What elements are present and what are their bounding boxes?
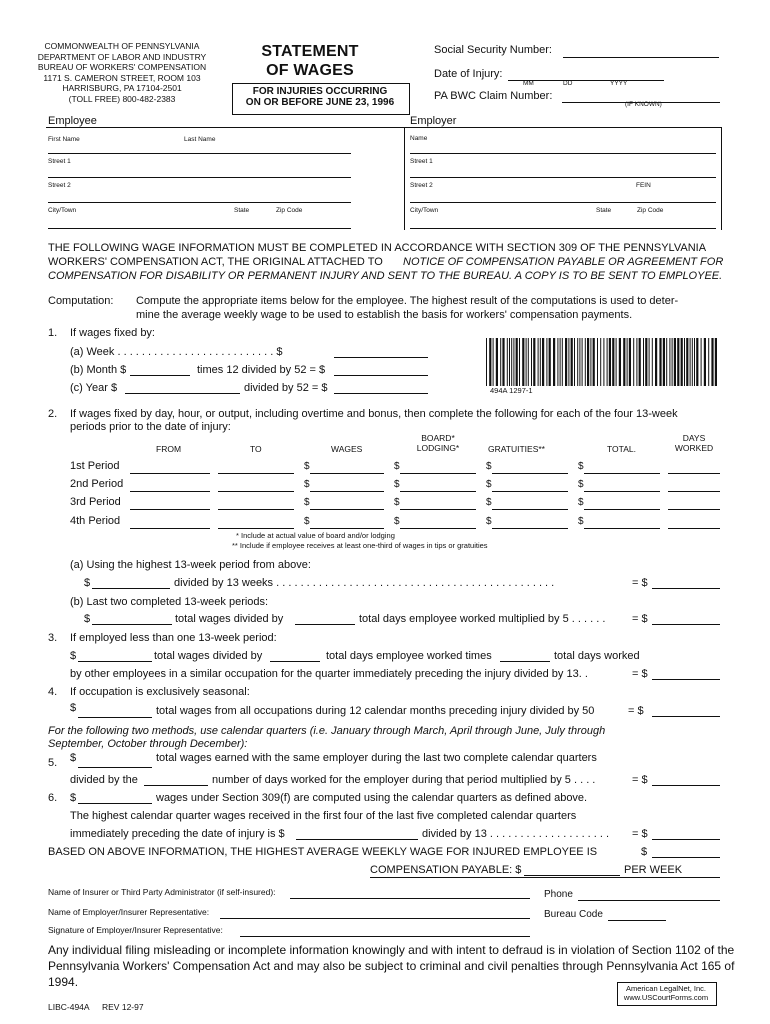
s2-number: 2.: [48, 408, 58, 420]
barcode-bar: [516, 338, 518, 386]
dollar-sign: $: [304, 497, 310, 508]
agency-line: DEPARTMENT OF LABOR AND INDUSTRY: [37, 51, 207, 62]
period-4-from-field[interactable]: [130, 516, 210, 529]
period-2-gratuities-field[interactable]: [492, 479, 568, 492]
period-3-days-worked-field[interactable]: [668, 497, 720, 510]
employer-street2-field[interactable]: [410, 190, 716, 203]
s3-eq: = $: [632, 668, 648, 680]
s5-wages-field[interactable]: [78, 755, 152, 768]
agency-line: (TOLL FREE) 800-482-2383: [68, 93, 176, 104]
period-label: 4th Period: [70, 515, 121, 527]
s1-title: If wages fixed by:: [70, 327, 155, 339]
period-1-days-worked-field[interactable]: [668, 461, 720, 474]
col-gratuities: GRATUITIES**: [488, 444, 545, 454]
col-to: TO: [250, 444, 262, 454]
notice-line-2b: NOTICE OF COMPENSATION PAYABLE OR AGREEMENT FOR: [403, 256, 724, 268]
period-2-to-field[interactable]: [218, 479, 294, 492]
s1a-label: (a) Week . . . . . . . . . . . . . . . . . . . . . . . . . . $: [70, 346, 283, 358]
summary-rule: [370, 877, 720, 878]
barcode-bar: [489, 338, 491, 386]
period-2-total-field[interactable]: [584, 479, 660, 492]
barcode-bar: [538, 338, 539, 386]
s6-number: 6.: [48, 792, 58, 804]
publisher-name: American LegalNet, Inc.: [625, 984, 707, 993]
col-from: FROM: [156, 444, 182, 454]
barcode-bar: [549, 338, 551, 386]
s5-eq: = $: [632, 774, 648, 786]
s1a-week-field[interactable]: [334, 345, 428, 358]
employee-state-label: State: [234, 207, 250, 214]
s2b-eq: = $: [632, 613, 648, 625]
employee-heading: Employee: [48, 115, 97, 127]
barcode-bar: [694, 338, 695, 386]
barcode-bar: [511, 338, 512, 386]
period-3-from-field[interactable]: [130, 497, 210, 510]
barcode-bar: [659, 338, 661, 386]
dollar-sign: $: [394, 479, 400, 490]
comp-payable-label: COMPENSATION PAYABLE: $: [370, 864, 522, 876]
s3-line-2: by other employees in a similar occupation for the quarter immediately preceding the injury divided by 13. .: [70, 668, 588, 680]
bureau-code-field[interactable]: [608, 908, 666, 921]
barcode-bar: [623, 338, 625, 386]
agency-line: COMMONWEALTH OF PENNSYLVANIA: [44, 41, 200, 51]
s2a-wages-field[interactable]: [92, 576, 170, 589]
summary-eq: $: [641, 846, 648, 858]
dollar-sign: $: [578, 479, 584, 490]
barcode-bar: [696, 338, 698, 386]
fraud-line-3: 1994.: [48, 975, 79, 989]
period-2-wages-field[interactable]: [310, 479, 384, 492]
dollar-sign: $: [394, 497, 400, 508]
notice-line-1: THE FOLLOWING WAGE INFORMATION MUST BE COMPLETED IN ACCORDANCE WITH SECTION 309 OF THE PENNSYLVANIA: [48, 242, 707, 254]
period-1-total-field[interactable]: [584, 461, 660, 474]
period-label: 3rd Period: [70, 496, 121, 508]
computation-line-1: Compute the appropriate items below for the employee. The highest result of the computations is used to deter-: [136, 295, 679, 307]
dollar-sign: $: [304, 461, 310, 472]
barcode-bar: [692, 338, 693, 386]
barcode-bar: [711, 338, 713, 386]
ssn-field[interactable]: [563, 45, 719, 58]
s5-dollar: $: [70, 752, 77, 764]
s1c-year-field[interactable]: [125, 381, 240, 394]
barcode-bar: [600, 338, 601, 386]
page-title: [250, 42, 370, 80]
barcode-bar: [486, 338, 487, 386]
s2b-text-2: total days employee worked multiplied by 5 . . . . . .: [359, 613, 606, 625]
barcode-bar: [607, 338, 608, 386]
barcode-bar: [666, 338, 667, 386]
employer-name-label: Name: [410, 135, 428, 142]
s6-quarter-wages-field[interactable]: [296, 827, 418, 840]
col-worked: WORKED: [674, 443, 714, 453]
s2b-result-field[interactable]: [652, 612, 720, 625]
quarters-note-2: September, October through December):: [48, 738, 248, 750]
barcode-bar: [715, 338, 717, 386]
yyyy-label: YYYY: [610, 80, 628, 87]
barcode-bar: [633, 338, 634, 386]
s3-text-3: total days worked: [554, 650, 640, 662]
period-4-total-field[interactable]: [584, 516, 660, 529]
s6-wages-field[interactable]: [78, 791, 152, 804]
barcode-bar: [663, 338, 665, 386]
if-known-label: (IF KNOWN): [625, 101, 662, 108]
s1b-month-field[interactable]: [130, 363, 190, 376]
period-3-wages-field[interactable]: [310, 497, 384, 510]
barcode-bar: [681, 338, 683, 386]
summary-line-1: BASED ON ABOVE INFORMATION, THE HIGHEST AVERAGE WEEKLY WAGE FOR INJURED EMPLOYEE IS: [48, 846, 598, 858]
dollar-sign: $: [394, 461, 400, 472]
barcode-bar: [582, 338, 583, 386]
s3-dollar: $: [70, 650, 77, 662]
barcode-bar: [579, 338, 580, 386]
s2-line-1: If wages fixed by day, hour, or output, including overtime and bonus, then complete the following for each of the four 13-week: [70, 408, 678, 420]
employee-city-state-zip-field[interactable]: [48, 216, 351, 229]
column-divider: [404, 128, 405, 230]
signature-field[interactable]: [240, 924, 530, 937]
publisher-text: [617, 984, 715, 1002]
insurer-label: Name of Insurer or Third Party Administrator (if self-insured):: [48, 887, 276, 897]
barcode-bar: [686, 338, 688, 386]
s5-line2b: number of days worked for the employer during that period multiplied by 5 . . . .: [212, 774, 596, 786]
s5-divisor-field[interactable]: [144, 773, 208, 786]
s1b-mid: times 12 divided by 52 = $: [197, 364, 326, 376]
barcode-bar: [649, 338, 650, 386]
s2a-result-field[interactable]: [652, 576, 720, 589]
dollar-sign: $: [304, 516, 310, 527]
first-name-label: First Name: [48, 136, 80, 143]
s4-dollar: $: [70, 702, 77, 714]
col-total: TOTAL.: [607, 444, 636, 454]
bureau-code-label: Bureau Code: [544, 909, 603, 920]
period-label: 2nd Period: [70, 478, 124, 490]
barcode-bar: [519, 338, 520, 386]
barcode-text: 494A 1297-1: [490, 386, 533, 395]
period-1-wages-field[interactable]: [310, 461, 384, 474]
s6-dollar: $: [70, 792, 77, 804]
mm-label: MM: [523, 80, 534, 87]
dollar-sign: $: [486, 497, 492, 508]
s1c-result-field[interactable]: [334, 381, 428, 394]
s6-line3a: immediately preceding the date of injury is $: [70, 828, 285, 840]
barcode-bar: [557, 338, 558, 386]
barcode-bar: [704, 338, 706, 386]
section-rule: [46, 127, 722, 128]
dollar-sign: $: [486, 461, 492, 472]
barcode-bar: [652, 338, 653, 386]
s5-text: total wages earned with the same employer during the last two complete calendar quarters: [156, 752, 597, 764]
employee-street2-label: Street 2: [48, 182, 71, 189]
barcode-bar: [507, 338, 508, 386]
dollar-sign: $: [304, 479, 310, 490]
barcode-bar: [562, 338, 563, 386]
phone-label: Phone: [544, 889, 573, 900]
dollar-sign: $: [578, 461, 584, 472]
barcode-bar: [612, 338, 614, 386]
computation-label: Computation:: [48, 295, 114, 307]
period-2-board-lodging-field[interactable]: [400, 479, 476, 492]
barcode-bar: [639, 338, 641, 386]
injury-date-note: [232, 87, 408, 108]
form-revision: REV 12-97: [102, 1002, 144, 1012]
employee-zip-label: Zip Code: [276, 207, 303, 214]
barcode-bar: [655, 338, 657, 386]
period-4-gratuities-field[interactable]: [492, 516, 568, 529]
dollar-sign: $: [394, 516, 400, 527]
barcode-bar: [677, 338, 679, 386]
barcode-bar: [585, 338, 586, 386]
quarters-note-1: For the following two methods, use calendar quarters (i.e. January through March, April through June, July through: [48, 725, 606, 737]
s6-line-2: The highest calendar quarter wages received in the first four of the last five completed calendar quarters: [70, 810, 577, 822]
s5-result-field[interactable]: [652, 773, 720, 786]
barcode-bar: [587, 338, 589, 386]
publisher-url: www.USCourtForms.com: [623, 993, 709, 1002]
fraud-line-1: Any individual filing misleading or incomplete information knowingly and with intent to defraud is in violation of Section 1102 of the: [48, 943, 735, 957]
employer-name-field[interactable]: [410, 141, 716, 154]
period-1-board-lodging-field[interactable]: [400, 461, 476, 474]
fraud-line-2: Pennsylvania Workers' Compensation Act and may also be subject to criminal and civil penalties through Pennsylvania Act 165 of: [48, 959, 735, 973]
barcode-bar: [577, 338, 578, 386]
barcode-bar: [509, 338, 510, 386]
s1b-label: (b) Month $: [70, 364, 127, 376]
barcode-bar: [616, 338, 617, 386]
employee-city-label: City/Town: [48, 207, 77, 214]
employer-street2-label: Street 2: [410, 182, 433, 189]
col-days-worked: [666, 433, 722, 453]
s4-eq: = $: [628, 705, 644, 717]
s2a-eq: = $: [632, 577, 648, 589]
barcode-bar: [522, 338, 524, 386]
barcode-bar: [708, 338, 709, 386]
period-1-gratuities-field[interactable]: [492, 461, 568, 474]
period-2-from-field[interactable]: [130, 479, 210, 492]
s2b-wages-field[interactable]: [92, 612, 172, 625]
s5-number: 5.: [48, 757, 58, 769]
barcode-bar: [568, 338, 569, 386]
barcode-bar: [531, 338, 532, 386]
s6-result-field[interactable]: [652, 827, 720, 840]
s2b-dollar: $: [84, 613, 91, 625]
employee-street2-field[interactable]: [48, 190, 351, 203]
per-week-label: PER WEEK: [624, 864, 683, 876]
notice-line-3: COMPENSATION FOR DISABILITY OR PERMANENT INJURY AND SENT TO THE BUREAU. A COPY IS TO BE SENT TO EMPLOYEE.: [48, 270, 723, 282]
form-code: LIBC-494A: [48, 1002, 90, 1012]
agency-line: 1171 S. CAMERON STREET, ROOM 103: [43, 72, 201, 83]
period-3-to-field[interactable]: [218, 497, 294, 510]
dollar-sign: $: [578, 516, 584, 527]
injury-note-line-1: FOR INJURIES OCCURRING: [252, 86, 388, 97]
barcode-bar: [546, 338, 547, 386]
barcode-bar: [528, 338, 529, 386]
barcode-bar: [669, 338, 670, 386]
doi-label: Date of Injury:: [434, 68, 503, 80]
period-4-to-field[interactable]: [218, 516, 294, 529]
barcode-bar: [590, 338, 591, 386]
s2b-days-field[interactable]: [295, 612, 355, 625]
s2a-text: divided by 13 weeks . . . . . . . . . . . . . . . . . . . . . . . . . . . . . . . . . . . . . . . . . . . . . .: [174, 577, 555, 589]
employee-street1-label: Street 1: [48, 158, 71, 165]
barcode-bar: [533, 338, 535, 386]
notice-line-2a: WORKERS' COMPENSATION ACT, THE ORIGINAL ATTACHED TO: [48, 256, 383, 268]
barcode-bar: [636, 338, 637, 386]
fein-label: FEIN: [636, 182, 651, 189]
barcode-bar: [603, 338, 604, 386]
claim-label: PA BWC Claim Number:: [434, 90, 553, 102]
col-board-lodging: [400, 433, 476, 453]
ssn-label: Social Security Number:: [434, 44, 552, 56]
s3-times-field[interactable]: [500, 649, 550, 662]
note-gratuities: ** Include if employee receives at least one-third of wages in tips or gratuities: [232, 541, 488, 550]
s3-divisor-field[interactable]: [270, 649, 320, 662]
barcode-bar: [672, 338, 673, 386]
barcode-bar: [701, 338, 702, 386]
employer-street1-field[interactable]: [410, 165, 716, 178]
s3-text-2: total days employee worked times: [326, 650, 492, 662]
employer-street1-label: Street 1: [410, 158, 433, 165]
period-label: 1st Period: [70, 460, 120, 472]
s2a-dollar: $: [84, 577, 91, 589]
employer-city-label: City/Town: [410, 207, 439, 214]
injury-note-line-2: ON OR BEFORE JUNE 23, 1996: [245, 96, 395, 108]
s5-line2a: divided by the: [70, 774, 138, 786]
col-days: DAYS: [682, 433, 706, 443]
barcode-bar: [619, 338, 621, 386]
dollar-sign: $: [486, 516, 492, 527]
employer-state-label: State: [596, 207, 612, 214]
phone-field[interactable]: [578, 888, 720, 901]
s2a-title: (a) Using the highest 13-week period from above:: [70, 559, 311, 571]
employer-heading: Employer: [410, 115, 457, 127]
s4-title: If occupation is exclusively seasonal:: [70, 686, 250, 698]
barcode-bar: [502, 338, 504, 386]
barcode-bar: [500, 338, 501, 386]
s3-number: 3.: [48, 632, 58, 644]
period-4-board-lodging-field[interactable]: [400, 516, 476, 529]
employer-zip-label: Zip Code: [637, 207, 664, 214]
s6-line3b: divided by 13 . . . . . . . . . . . . . . . . . . . .: [422, 828, 610, 840]
barcode-bar: [540, 338, 541, 386]
barcode-bar: [690, 338, 691, 386]
barcode-bar: [496, 338, 498, 386]
barcode-bar: [542, 338, 544, 386]
period-2-days-worked-field[interactable]: [668, 479, 720, 492]
s2b-text-1: total wages divided by: [175, 613, 284, 625]
last-name-label: Last Name: [184, 136, 216, 143]
s1b-result-field[interactable]: [334, 363, 428, 376]
title-line-1: STATEMENT: [261, 43, 359, 60]
computation-line-2: mine the average weekly wage to be used to establish the basis for workers' compensation payments.: [136, 309, 633, 321]
period-3-total-field[interactable]: [584, 497, 660, 510]
form-barcode: [486, 338, 717, 386]
dollar-sign: $: [486, 479, 492, 490]
s2b-title: (b) Last two completed 13-week periods:: [70, 596, 269, 608]
s3-title: If employed less than one 13-week period:: [70, 632, 277, 644]
col-wages: WAGES: [331, 444, 363, 454]
s4-text: total wages from all occupations during 12 calendar months preceding injury divided by 50: [156, 705, 595, 717]
barcode-bar: [629, 338, 631, 386]
barcode-bar: [627, 338, 628, 386]
agency-line: BUREAU OF WORKERS' COMPENSATION: [37, 62, 207, 73]
s4-result-field[interactable]: [652, 704, 720, 717]
rep-label: Name of Employer/Insurer Representative:: [48, 907, 210, 917]
s4-number: 4.: [48, 686, 58, 698]
col-lodging: LODGING*: [416, 443, 460, 453]
barcode-bar: [553, 338, 555, 386]
title-line-2: OF WAGES: [266, 62, 354, 79]
s1c-label: (c) Year $: [70, 382, 118, 394]
barcode-bar: [645, 338, 647, 386]
period-1-from-field[interactable]: [130, 461, 210, 474]
s3-wages-field[interactable]: [78, 649, 152, 662]
barcode-bar: [597, 338, 598, 386]
barcode-bar: [560, 338, 561, 386]
note-board: * Include at actual value of board and/or lodging: [236, 531, 395, 540]
barcode-bar: [526, 338, 527, 386]
period-4-wages-field[interactable]: [310, 516, 384, 529]
period-3-gratuities-field[interactable]: [492, 497, 568, 510]
barcode-bar: [593, 338, 595, 386]
representative-field[interactable]: [220, 906, 530, 919]
comp-payable-field[interactable]: [524, 863, 620, 876]
dd-label: DD: [563, 80, 573, 87]
insurer-field[interactable]: [290, 886, 530, 899]
employer-city-state-zip-field[interactable]: [410, 216, 716, 229]
s6-eq: = $: [632, 828, 648, 840]
highest-aww-field[interactable]: [652, 845, 720, 858]
s6-text: wages under Section 309(f) are computed using the calendar quarters as defined above.: [156, 792, 588, 804]
col-board: BOARD*: [421, 433, 455, 443]
s4-wages-field[interactable]: [78, 705, 152, 718]
s2-line-2: periods prior to the date of injury:: [70, 421, 231, 433]
period-4-days-worked-field[interactable]: [668, 516, 720, 529]
s3-result-field[interactable]: [652, 667, 720, 680]
right-border: [721, 128, 722, 230]
barcode-bar: [571, 338, 573, 386]
barcode-bar: [643, 338, 644, 386]
dollar-sign: $: [578, 497, 584, 508]
employee-name-field[interactable]: [48, 141, 351, 154]
employee-street1-field[interactable]: [48, 165, 351, 178]
s1-number: 1.: [48, 327, 58, 339]
s3-text-1: total wages divided by: [154, 650, 263, 662]
barcode-bar: [609, 338, 611, 386]
barcode-bar: [684, 338, 685, 386]
agency-line: HARRISBURG, PA 17104-2501: [62, 83, 182, 94]
barcode-bar: [674, 338, 676, 386]
signature-label: Signature of Employer/Insurer Representative:: [48, 925, 223, 935]
s1c-mid: divided by 52 = $: [244, 382, 328, 394]
agency-block: [22, 41, 222, 105]
barcode-bar: [565, 338, 567, 386]
barcode-bar: [493, 338, 494, 386]
period-3-board-lodging-field[interactable]: [400, 497, 476, 510]
barcode-bar: [574, 338, 575, 386]
barcode-bar: [513, 338, 514, 386]
period-1-to-field[interactable]: [218, 461, 294, 474]
